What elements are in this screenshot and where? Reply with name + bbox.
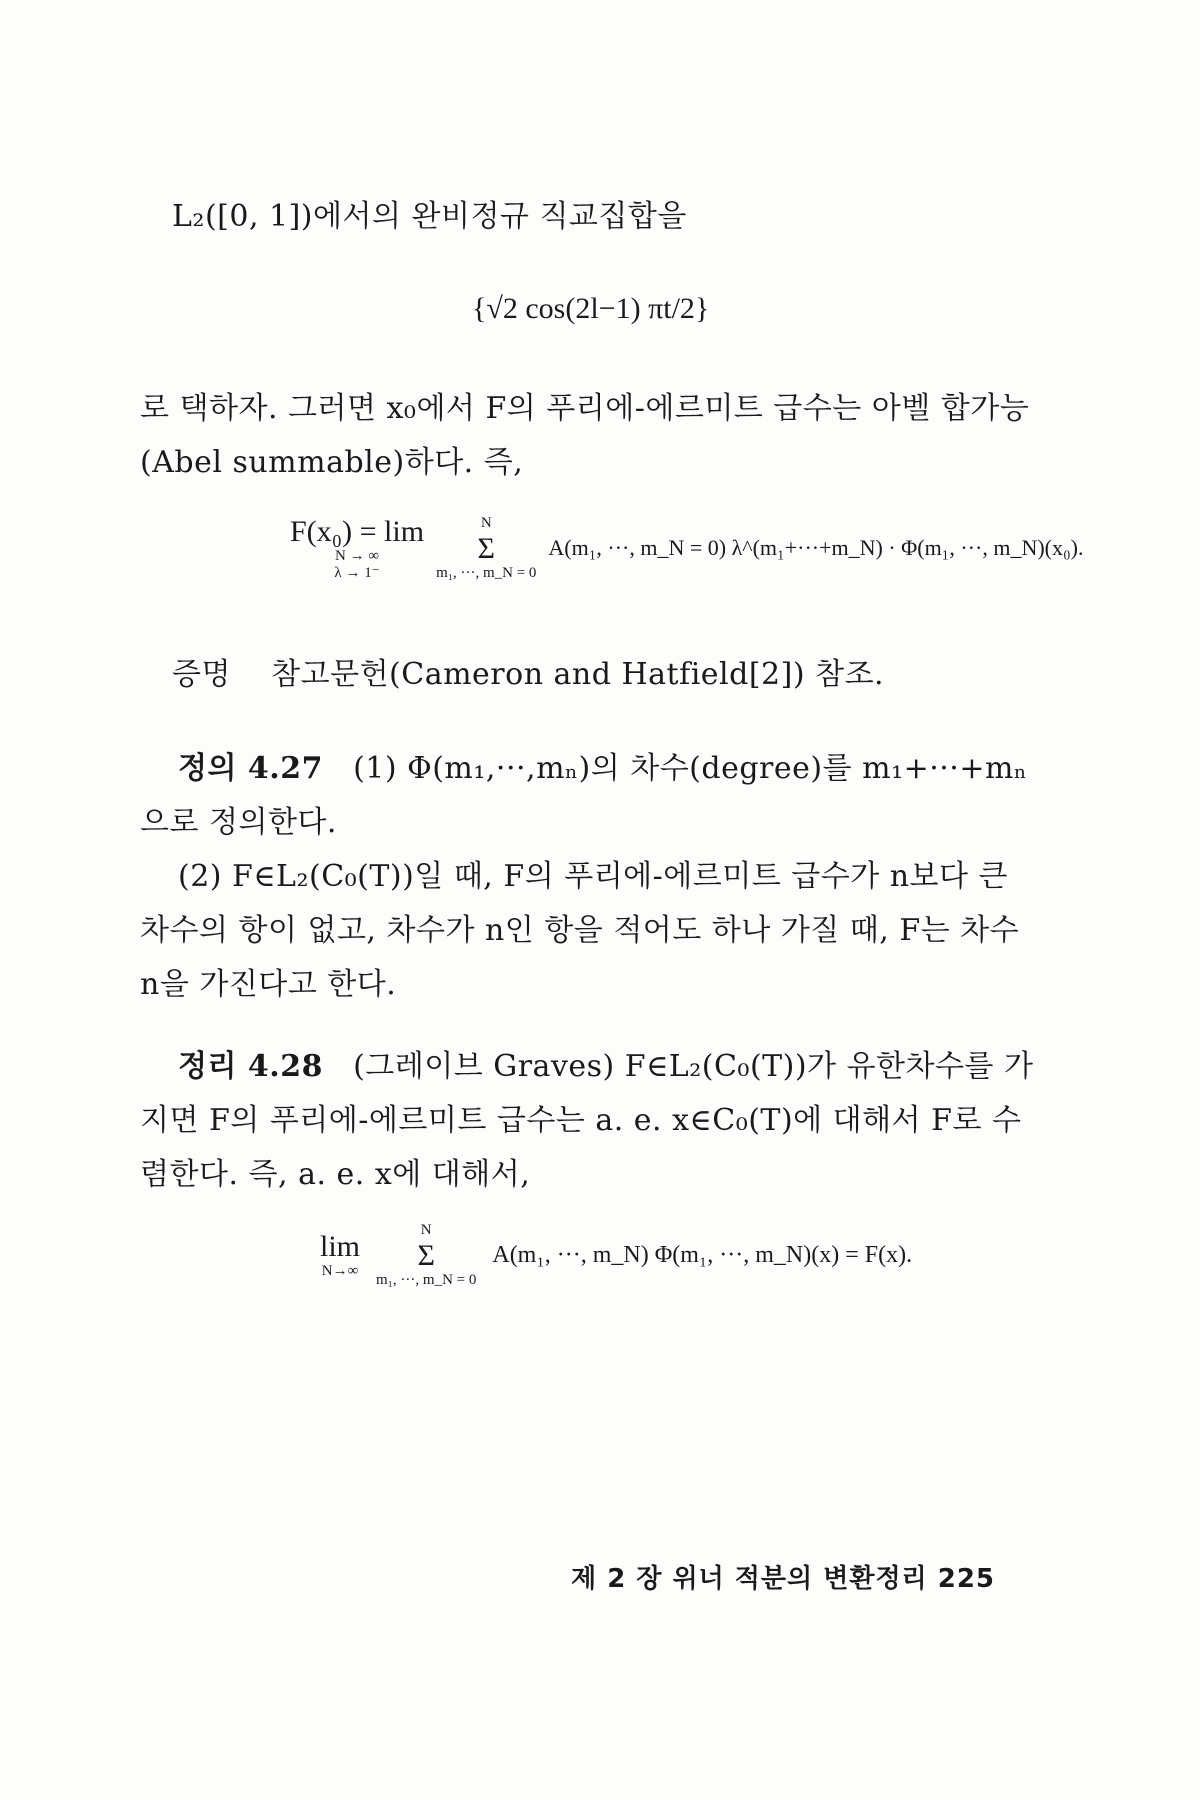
definition-label: 정의 4.27 bbox=[178, 751, 323, 786]
graves-lim-block bbox=[320, 1230, 360, 1280]
theorem-block bbox=[140, 1040, 1040, 1202]
graves-formula bbox=[320, 1222, 912, 1288]
graves-body: A(m₁, ···, m_N) Φ(m₁, ···, m_N)(x) = F(x). bbox=[492, 1241, 913, 1268]
proof-line bbox=[172, 648, 1032, 702]
graves-sum-block bbox=[376, 1222, 476, 1288]
intro-line bbox=[172, 190, 1032, 244]
intro-text: L₂([0, 1])에서의 완비정규 직교집합을 bbox=[172, 199, 687, 234]
graves-sigma: Σ bbox=[417, 1238, 435, 1272]
basis-formula-text: {√2 cos(2l−1) πt/2} bbox=[472, 292, 710, 325]
proof-label: 증명 bbox=[172, 657, 231, 692]
basis-formula bbox=[472, 292, 709, 326]
abel-lim-block bbox=[290, 515, 424, 581]
abel-formula bbox=[290, 515, 1083, 581]
abel-sum-block bbox=[436, 515, 536, 581]
abel-sigma: Σ bbox=[477, 531, 495, 565]
definition-part2: (2) F∈L₂(C₀(T))일 때, F의 푸리에-에르미트 급수가 n보다 큰 차수의 항이 없고, 차수가 n인 항을 적어도 하나 가질 때, F는 차수 n을 가진다고 한다. bbox=[140, 859, 1020, 1002]
graves-sum-bottom: m₁, ···, m_N = 0 bbox=[376, 1271, 477, 1288]
abel-sum-top: N bbox=[480, 515, 492, 531]
paragraph-abel-text: 로 택하자. 그러면 x₀에서 F의 푸리에-에르미트 급수는 아벨 합가능(Abel summable)하다. 즉, bbox=[140, 391, 1030, 480]
page-footer: 제 2 장 위너 적분의 변환정리 225 bbox=[571, 1564, 995, 1594]
definition-part1: (1) Φ(m₁,···,mₙ)의 차수(degree)를 m₁+···+mₙ으로 정의한다. bbox=[140, 751, 1028, 840]
abel-sum-bottom: m₁, ···, m_N = 0 bbox=[436, 564, 537, 581]
theorem-label: 정리 4.28 bbox=[178, 1049, 323, 1084]
theorem-text: (그레이브 Graves) F∈L₂(C₀(T))가 유한차수를 가지면 F의 푸리에-에르미트 급수는 a. e. x∈C₀(T)에 대해서 F로 수렴한다. 즉, a. e. x에 대해서, bbox=[140, 1049, 1034, 1192]
graves-lim: lim bbox=[320, 1230, 361, 1264]
definition-block bbox=[140, 742, 1040, 1012]
graves-lim-sub: N→∞ bbox=[321, 1263, 359, 1280]
paragraph-abel-summable bbox=[140, 382, 1040, 490]
abel-body: A(m₁, ···, m_N = 0) λ^(m₁+···+m_N) · Φ(m₁, ···, m_N)(x₀). bbox=[548, 535, 1084, 560]
graves-sum-top: N bbox=[420, 1222, 432, 1238]
proof-text: 참고문헌(Cameron and Hatfield[2]) 참조. bbox=[271, 657, 885, 692]
abel-lhs: F(x₀) = lim bbox=[290, 515, 425, 548]
abel-lim-sub2: λ → 1⁻ bbox=[334, 564, 380, 581]
abel-lim-sub1: N → ∞ bbox=[335, 548, 380, 564]
